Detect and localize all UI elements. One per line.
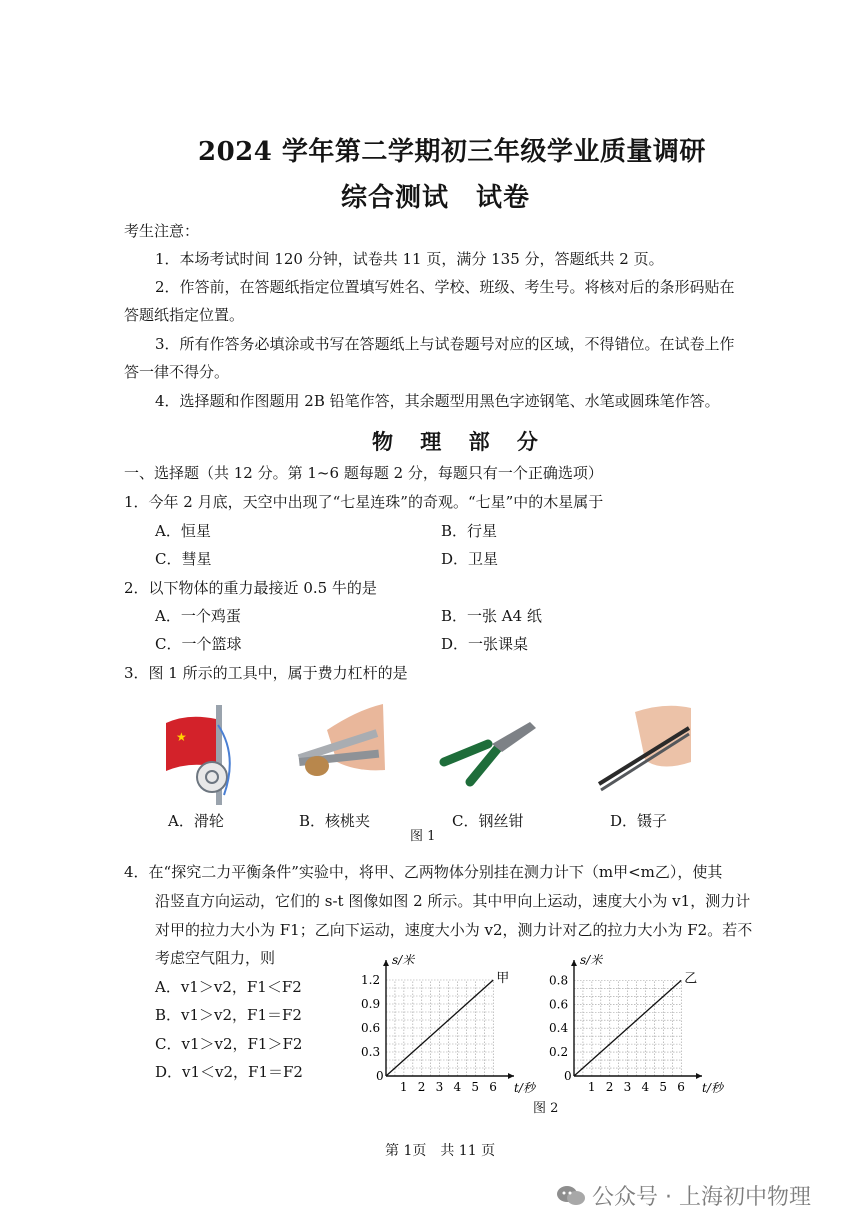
question-2-option-b: B．一张 A4 纸 bbox=[441, 607, 542, 625]
x-tick-label: 2 bbox=[417, 1080, 426, 1094]
nutcracker-illustration bbox=[287, 700, 387, 790]
question-4-line-3: 对甲的拉力大小为 F1；乙向下运动，速度大小为 v2，测力计对乙的拉力大小为 F2。若不 bbox=[155, 921, 753, 939]
st-graph-jia bbox=[350, 950, 535, 1100]
x-tick-label: 3 bbox=[435, 1080, 444, 1094]
x-tick-label: 4 bbox=[641, 1080, 650, 1094]
question-4-option-c: C．v1＞v2，F1＞F2 bbox=[155, 1035, 303, 1053]
y-tick-label: 0.6 bbox=[361, 1021, 381, 1035]
question-3-option-b: B．核桃夹 bbox=[299, 812, 371, 830]
notice-item: 答一律不得分。 bbox=[124, 363, 230, 381]
y-tick-label: 0.3 bbox=[361, 1045, 381, 1059]
y-tick-label: 0.4 bbox=[549, 1021, 569, 1036]
watermark bbox=[556, 1180, 811, 1213]
question-4-line-2: 沿竖直方向运动，它们的 s-t 图像如图 2 所示。其中甲向上运动，速度大小为 v1，测力计 bbox=[155, 892, 751, 910]
origin-label: 0 bbox=[564, 1069, 572, 1083]
notice-item: 2．作答前，在答题纸指定位置填写姓名、学校、班级、考生号。将核对后的条形码贴在 bbox=[155, 278, 735, 296]
x-axis-label: t/秒 bbox=[702, 1081, 723, 1095]
y-tick-label: 0.2 bbox=[549, 1045, 569, 1060]
y-tick-label: 0.6 bbox=[549, 997, 569, 1012]
x-tick-label: 5 bbox=[659, 1080, 668, 1094]
x-tick-label: 4 bbox=[453, 1080, 462, 1094]
notice-item: 答题纸指定位置。 bbox=[124, 306, 245, 324]
question-4-option-a: A．v1＞v2，F1＜F2 bbox=[155, 978, 302, 996]
x-tick-label: 1 bbox=[587, 1080, 596, 1094]
y-axis-arrow bbox=[383, 960, 389, 966]
part-heading: 一、选择题（共 12 分。第 1~6 题每题 2 分，每题只有一个正确选项） bbox=[124, 464, 603, 482]
question-4-option-b: B．v1＞v2，F1＝F2 bbox=[155, 1006, 302, 1024]
question-4-line-4: 考虑空气阻力，则 bbox=[155, 949, 276, 967]
question-3-option-a: A．滑轮 bbox=[168, 812, 224, 830]
watermark-text: 公众号 · 上海初中物理 bbox=[592, 1185, 811, 1210]
page-number: 第 1页 共 11 页 bbox=[385, 1143, 496, 1159]
st-graph-yi bbox=[538, 950, 723, 1100]
x-axis-arrow bbox=[696, 1073, 702, 1079]
question-1-option-b: B．行星 bbox=[441, 522, 498, 540]
x-axis-label: t/秒 bbox=[514, 1081, 535, 1095]
x-tick-label: 5 bbox=[471, 1080, 480, 1094]
question-3-option-c: C．钢丝钳 bbox=[452, 812, 524, 830]
tweezers-illustration bbox=[595, 702, 695, 794]
question-2-option-c: C．一个篮球 bbox=[155, 635, 242, 653]
wire-cutter-illustration bbox=[440, 708, 540, 788]
question-3-stem: 3．图 1 所示的工具中，属于费力杠杆的是 bbox=[124, 664, 408, 682]
wechat-icon bbox=[556, 1183, 586, 1213]
y-tick-label: 1.2 bbox=[361, 973, 381, 987]
notice-heading: 考生注意： bbox=[124, 222, 200, 240]
question-1-stem: 1．今年 2 月底，天空中出现了“七星连珠”的奇观。“七星”中的木星属于 bbox=[124, 493, 604, 511]
question-3-option-d: D．镊子 bbox=[610, 812, 668, 830]
question-4-option-d: D．v1＜v2，F1＝F2 bbox=[155, 1063, 303, 1081]
question-2-stem: 2．以下物体的重力最接近 0.5 牛的是 bbox=[124, 579, 377, 597]
y-tick-label: 0.8 bbox=[549, 973, 569, 988]
exam-title: 2024 学年第二学期初三年级学业质量调研 bbox=[198, 137, 706, 167]
figure-2-caption: 图 2 bbox=[533, 1101, 559, 1116]
question-2-option-a: A．一个鸡蛋 bbox=[155, 607, 241, 625]
x-tick-label: 6 bbox=[677, 1080, 685, 1094]
y-tick-label: 0.9 bbox=[361, 997, 381, 1011]
question-2-option-d: D．一张课桌 bbox=[441, 635, 529, 653]
x-tick-label: 3 bbox=[623, 1080, 632, 1094]
question-4-line-1: 4．在“探究二力平衡条件”实验中，将甲、乙两物体分别挂在测力计下（m甲<m乙），使其 bbox=[124, 863, 723, 881]
question-1-option-c: C．彗星 bbox=[155, 550, 212, 568]
svg-text:★: ★ bbox=[176, 730, 187, 744]
origin-label: 0 bbox=[376, 1069, 384, 1083]
y-axis-arrow bbox=[571, 960, 577, 966]
figure-1-caption: 图 1 bbox=[410, 829, 436, 844]
x-tick-label: 2 bbox=[605, 1080, 614, 1094]
y-axis-label: s/米 bbox=[580, 953, 603, 967]
y-axis-label: s/米 bbox=[392, 953, 415, 967]
x-axis-arrow bbox=[508, 1073, 514, 1079]
x-tick-label: 6 bbox=[489, 1080, 497, 1094]
notice-item: 3．所有作答务必填涂或书写在答题纸上与试卷题号对应的区域，不得错位。在试卷上作 bbox=[155, 335, 735, 353]
section-title: 物 理 部 分 bbox=[372, 429, 548, 454]
series-label: 甲 bbox=[496, 971, 510, 986]
exam-subtitle: 综合测试 试卷 bbox=[341, 183, 531, 213]
pulley-flag-illustration bbox=[158, 705, 238, 805]
x-tick-label: 1 bbox=[399, 1080, 408, 1094]
notice-item: 1．本场考试时间 120 分钟，试卷共 11 页，满分 135 分，答题纸共 2 页。 bbox=[155, 250, 664, 268]
question-1-option-a: A．恒星 bbox=[155, 522, 211, 540]
question-1-option-d: D．卫星 bbox=[441, 550, 499, 568]
notice-item: 4．选择题和作图题用 2B 铅笔作答，其余题型用黑色字迹钢笔、水笔或圆珠笔作答。 bbox=[155, 392, 720, 410]
series-label: 乙 bbox=[684, 971, 698, 987]
